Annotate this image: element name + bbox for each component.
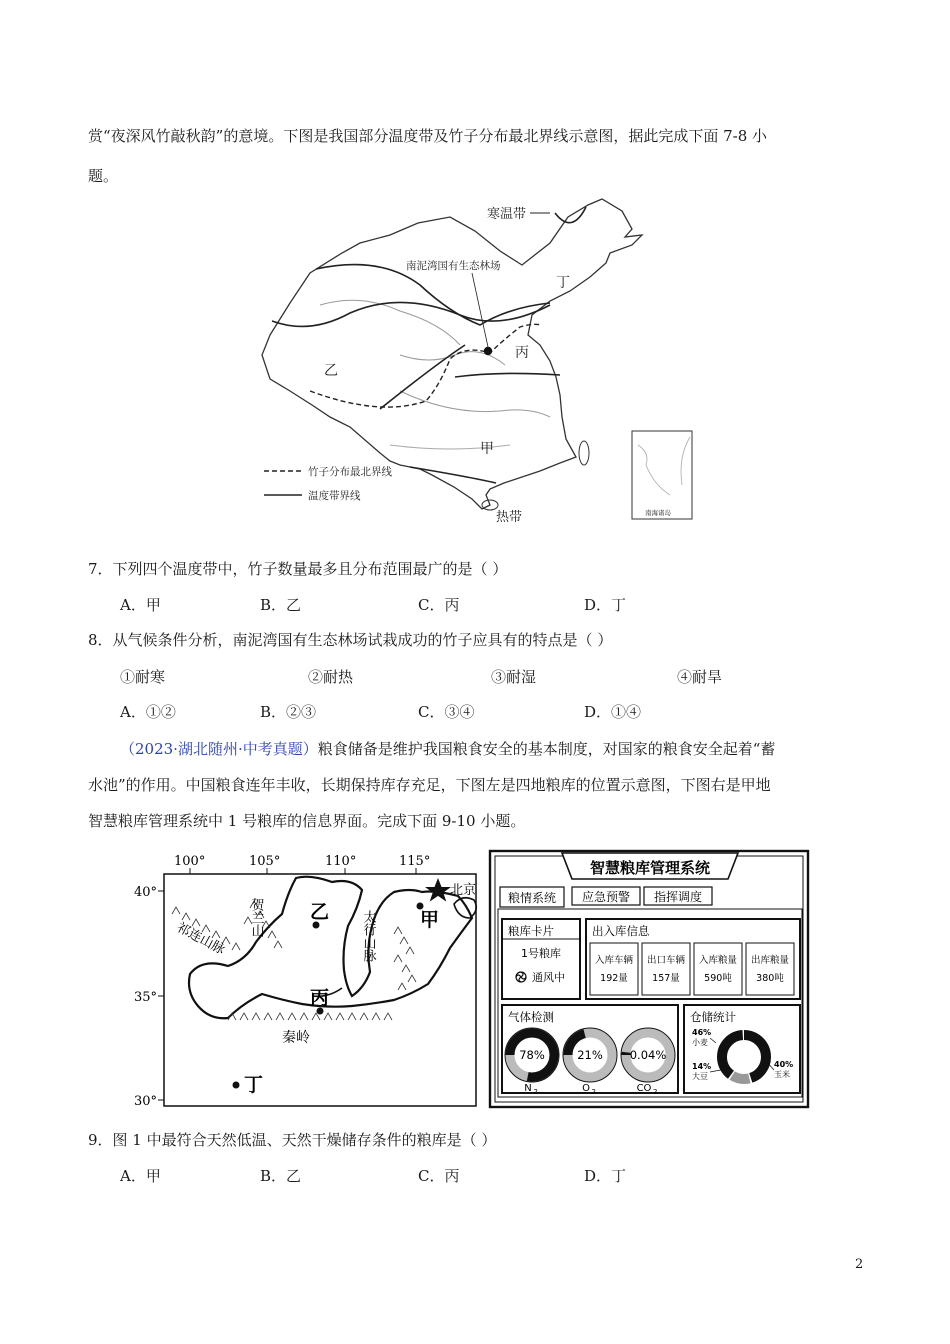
label-jia: 甲 — [480, 441, 494, 457]
io-item-label: 入库车辆 — [594, 955, 634, 966]
lat-35: 35° — [134, 990, 158, 1005]
lon-115: 115° — [399, 854, 431, 869]
label-ding: 丁 — [556, 275, 570, 291]
q7-option-b[interactable]: B．乙 — [260, 596, 302, 614]
stock-pct: 14% — [692, 1062, 712, 1071]
q8-option-c[interactable]: C．③④ — [418, 703, 475, 721]
lon-105: 105° — [249, 854, 281, 869]
gas-name: N — [524, 1083, 532, 1094]
io-item — [694, 943, 742, 995]
gas-pct: 78% — [519, 1048, 545, 1062]
label-taihang: 太行山脉 — [360, 910, 376, 962]
io-item-value: 157量 — [652, 973, 680, 984]
granary-card-status: 通风中 — [532, 971, 565, 984]
q7-stem: 7．下列四个温度带中，竹子数量最多且分布范围最广的是（ ） — [88, 560, 508, 578]
tab-command-dispatch-label: 指挥调度 — [653, 890, 703, 904]
gas-pct: 0.04% — [629, 1048, 667, 1062]
q9-stem: 9．图 1 中最符合天然低温、天然干燥储存条件的粮库是（ ） — [88, 1131, 497, 1149]
lon-100: 100° — [174, 854, 206, 869]
label-ding: 丁 — [244, 1074, 264, 1096]
gas-pct: 21% — [577, 1048, 603, 1062]
panel-title: 智慧粮库管理系统 — [589, 859, 711, 877]
lon-110: 110° — [325, 854, 357, 869]
io-item-label: 入库粮量 — [698, 955, 738, 966]
q9-option-c[interactable]: C．丙 — [418, 1167, 460, 1185]
stock-pct: 40% — [774, 1060, 794, 1069]
q7-option-a[interactable]: A．甲 — [120, 596, 161, 614]
io-item — [746, 943, 794, 995]
label-qinling: 秦岭 — [282, 1030, 310, 1046]
io-item-label: 出库粮量 — [750, 955, 790, 966]
q9-option-d[interactable]: D．丁 — [584, 1167, 627, 1185]
label-beijing: 北京 — [450, 883, 477, 898]
smart-granary-panel — [488, 849, 812, 1111]
gas-name: CO — [636, 1083, 652, 1094]
label-tropical: 热带 — [496, 510, 523, 525]
granary-card-name: 1号粮库 — [521, 947, 561, 960]
label-cold-temperate: 寒温带 — [487, 207, 527, 222]
io-item — [642, 943, 690, 995]
south-china-sea-inset — [632, 431, 692, 519]
stock-name: 玉米 — [774, 1070, 790, 1079]
io-item-value: 590吨 — [704, 973, 732, 984]
io-item — [590, 943, 638, 995]
gas-sub: 2 — [653, 1088, 658, 1096]
legend-temp: 温度带界线 — [308, 490, 361, 502]
legend-bamboo: 竹子分布最北界线 — [308, 466, 392, 478]
gas-sub: 2 — [591, 1088, 596, 1096]
io-item-label: 出口车辆 — [646, 955, 686, 966]
forest-farm-dot — [484, 347, 492, 355]
storage-stats-title: 仓储统计 — [690, 1010, 736, 1024]
io-item-value: 192量 — [600, 973, 628, 984]
gas-name: O — [582, 1083, 590, 1094]
tab-granary-status-label: 粮情系统 — [507, 891, 557, 905]
label-qilian: 祁连山脉 — [174, 920, 228, 958]
label-jia: 甲 — [420, 909, 440, 931]
stock-name: 小麦 — [692, 1038, 708, 1047]
io-info-title: 出入库信息 — [592, 924, 650, 938]
q8-item-2: ②耐热 — [308, 668, 354, 686]
q8-option-a[interactable]: A．①② — [120, 703, 176, 721]
label-helan: 贺兰山 — [248, 898, 264, 937]
q7-option-d[interactable]: D．丁 — [584, 596, 627, 614]
granary-card-title: 粮库卡片 — [508, 924, 554, 938]
passage-line-1 — [120, 739, 775, 759]
io-item-value: 380吨 — [756, 973, 784, 984]
gas-sub: 2 — [533, 1088, 538, 1096]
lat-30: 30° — [134, 1094, 158, 1109]
stock-pct: 46% — [692, 1028, 712, 1037]
granary-location-map — [132, 848, 484, 1110]
passage-line-1-text: 粮食储备是维护我国粮食安全的基本制度，对国家的粮食安全起着“蓄 — [317, 740, 776, 758]
q8-option-d[interactable]: D．①④ — [584, 703, 642, 721]
page-number: 2 — [855, 1257, 864, 1272]
inset-label: 南海诸岛 — [645, 509, 671, 517]
intro-line-2: 题。 — [88, 167, 119, 185]
q8-stem: 8．从气候条件分析，南泥湾国有生态林场试栽成功的竹子应具有的特点是（ ） — [88, 631, 613, 649]
q9-option-a[interactable]: A．甲 — [120, 1167, 161, 1185]
label-forest-farm: 南泥湾国有生态林场 — [406, 260, 501, 272]
q8-item-4: ④耐旱 — [677, 668, 723, 686]
granary-ding-dot — [233, 1082, 240, 1089]
label-bing: 丙 — [310, 987, 330, 1009]
q8-item-1: ①耐寒 — [120, 668, 166, 686]
q9-option-b[interactable]: B．乙 — [260, 1167, 302, 1185]
gas-detection-title: 气体检测 — [508, 1010, 554, 1024]
temperature-zone-map — [250, 195, 700, 530]
label-yi: 乙 — [310, 901, 330, 923]
q8-option-b[interactable]: B．②③ — [260, 703, 317, 721]
intro-line-1: 赏“夜深风竹敲秋韵”的意境。下图是我国部分温度带及竹子分布最北界线示意图，据此完成下面 7-8 小 — [88, 127, 768, 145]
passage-line-3: 智慧粮库管理系统中 1 号粮库的信息界面。完成下面 9-10 小题。 — [88, 812, 526, 830]
q7-option-c[interactable]: C．丙 — [418, 596, 460, 614]
passage-source: （2023·湖北随州·中考真题） — [120, 740, 318, 758]
lat-40: 40° — [134, 885, 158, 900]
q8-item-3: ③耐湿 — [491, 668, 537, 686]
tab-emergency-warning-label: 应急预警 — [581, 890, 631, 904]
passage-line-2: 水池”的作用。中国粮食连年丰收，长期保持库存充足，下图左是四地粮库的位置示意图，下图右是甲地 — [88, 776, 771, 794]
label-bing: 丙 — [515, 345, 529, 361]
label-yi: 乙 — [324, 363, 338, 379]
stock-name: 大豆 — [692, 1072, 708, 1081]
